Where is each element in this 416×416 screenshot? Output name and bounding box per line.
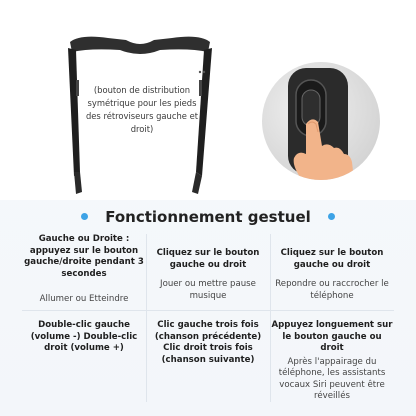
gesture-description: Allumer ou Etteindre bbox=[39, 294, 129, 304]
button-indicator-dots bbox=[198, 70, 208, 74]
gesture-heading: Cliquez sur le bouton gauche ou droit bbox=[156, 248, 260, 270]
gesture-cell bbox=[270, 320, 394, 403]
illustration-caption: (bouton de distribution symétrique pour les pieds des rétroviseurs gauche et droit) bbox=[85, 85, 199, 134]
gesture-description: Après l'appairage du téléphone, les assistants vocaux Siri peuvent être réveillés bbox=[278, 356, 386, 401]
gesture-cell bbox=[146, 248, 270, 302]
grid-divider bbox=[22, 310, 394, 311]
gesture-heading: Double-clic gauche (volume -) Double-clic droit (volume +) bbox=[30, 320, 138, 353]
title-bullet-icon bbox=[81, 213, 88, 220]
button-zoom-circle bbox=[262, 62, 380, 180]
gesture-heading: Cliquez sur le bouton gauche ou droit bbox=[280, 248, 384, 270]
section-title: Fonctionnement gestuel bbox=[105, 207, 311, 226]
gesture-cell bbox=[270, 248, 394, 302]
gesture-description: Jouer ou mettre pause musique bbox=[160, 279, 256, 301]
gesture-cell bbox=[22, 234, 146, 306]
gesture-cell bbox=[146, 320, 270, 366]
section-title-row bbox=[0, 206, 416, 228]
gesture-heading: Appuyez longuement sur le bouton gauche ou droit bbox=[271, 320, 393, 353]
gesture-description: Repondre ou raccrocher le téléphone bbox=[275, 279, 389, 301]
gesture-heading: Gauche ou Droite : appuyez sur le bouton gauche/droite pendant 3 secondes bbox=[24, 234, 144, 279]
gesture-grid bbox=[22, 228, 394, 408]
finger-press-icon bbox=[262, 62, 380, 180]
illustration-panel bbox=[0, 0, 416, 200]
title-bullet-icon bbox=[328, 213, 335, 220]
gesture-heading: Clic gauche trois fois (chanson précédente) Clic droit trois fois (chanson suivante) bbox=[154, 320, 262, 365]
gesture-cell bbox=[22, 320, 146, 355]
